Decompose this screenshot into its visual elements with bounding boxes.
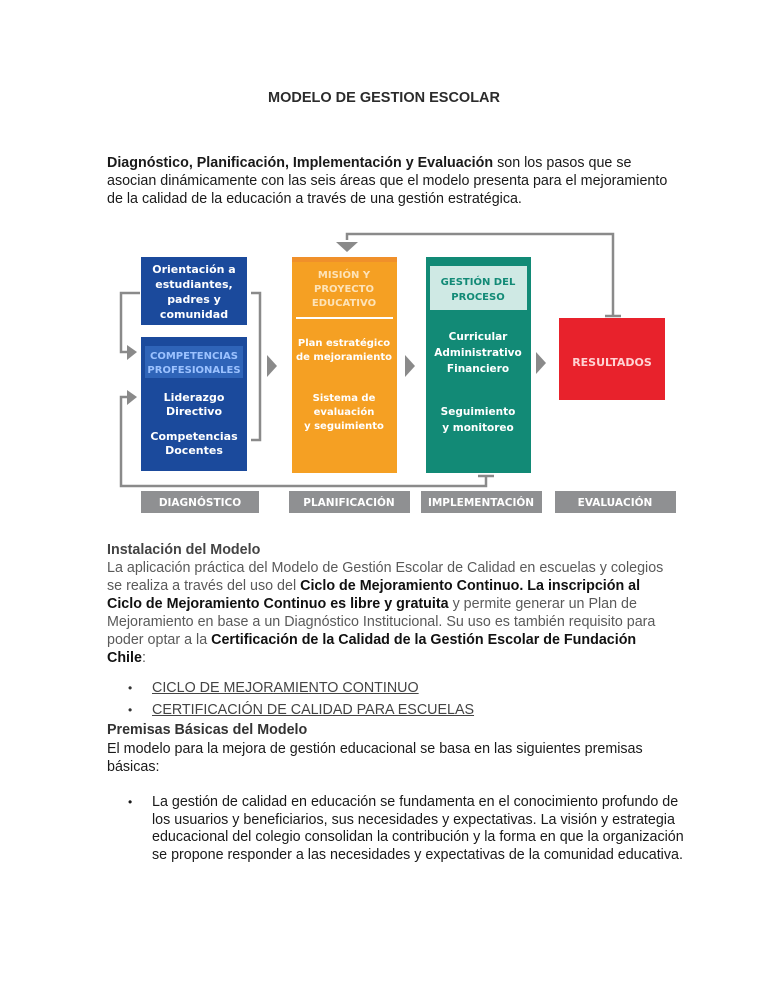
instalacion-section [107, 541, 677, 667]
mision-header: MISIÓN Y [317, 270, 371, 281]
arrow-right-icon [405, 355, 415, 377]
premisas-heading: Premisas Básicas del Modelo [107, 722, 308, 738]
instalacion-text: y permite generar un Plan de Mejoramiento en base a un Diagnóstico Institucional. Su uso es también requisito para poder optar a la [107, 596, 656, 648]
premisas-intro: El modelo para la mejora de gestión educacional se basa en las siguientes premisas básicas: [107, 741, 643, 775]
instalacion-bold: Certificación de la Calidad de la Gestión Escolar de Fundación Chile [107, 632, 637, 666]
sistema-line: evaluación [313, 407, 375, 418]
page-title: MODELO DE GESTION ESCOLAR [267, 90, 500, 106]
gestion-header: GESTIÓN DEL [440, 277, 516, 288]
bracket-right [251, 293, 260, 440]
orientacion-line: Orientación a [152, 263, 236, 276]
liderazgo-line: Liderazgo [163, 391, 225, 404]
competencias-header: PROFESIONALES [147, 365, 241, 376]
mision-header: PROYECTO [314, 284, 374, 295]
competencias-header: COMPETENCIAS [150, 351, 238, 362]
link-certificacion[interactable]: CERTIFICACIÓN DE CALIDAD PARA ESCUELAS [152, 702, 475, 718]
liderazgo-line: Directivo [165, 405, 223, 418]
link-ciclo-mejoramiento[interactable]: CICLO DE MEJORAMIENTO CONTINUO [152, 680, 419, 696]
instalacion-heading: Instalación del Modelo [107, 542, 261, 558]
plan-line: Plan estratégico [297, 338, 391, 349]
phase-label: EVALUACIÓN [577, 497, 653, 509]
phase-label: DIAGNÓSTICO [158, 497, 242, 509]
mision-header: EDUCATIVO [311, 298, 377, 309]
plan-line: de mejoramiento [295, 352, 393, 363]
resultados-label: RESULTADOS [572, 356, 652, 369]
gestion-header: PROCESO [451, 292, 505, 303]
links-list [128, 678, 474, 722]
intro-rest: son los pasos que se asocian dinámicamente con las seis áreas que el modelo presenta para el mejoramiento de la calidad de la educación a través de una gestión estratégica. [107, 155, 668, 207]
orientacion-line: padres y [167, 293, 221, 306]
premisas-bullet: • La gestión de calidad en educación se fundamenta en el conocimiento profundo de los usuarios y beneficiarios, sus necesidades y expectativas. La visión y estrategia educacional del colegio consolidan la contribución y la forma en que la organización se propone responder a las necesidades y expectativas de la comunidad educativa. [128, 794, 692, 864]
intro-bold: Diagnóstico, Planificación, Implementación y Evaluación [107, 155, 494, 171]
sistema-line: y seguimiento [304, 421, 384, 432]
curricular-line: Financiero [446, 363, 510, 375]
instalacion-bold: Ciclo de Mejoramiento Continuo. La inscripción al Ciclo de Mejoramiento Continuo es libre y gratuita [107, 578, 641, 612]
phase-label: PLANIFICACIÓN [303, 497, 395, 509]
docentes-line: Competencias [150, 430, 238, 443]
list-item [128, 700, 474, 722]
arrow-right-icon [536, 352, 546, 374]
phase-label: IMPLEMENTACIÓN [427, 497, 535, 509]
seguimiento-line: y monitoreo [442, 422, 514, 434]
bracket-left [121, 293, 140, 352]
curricular-line: Curricular [448, 331, 508, 343]
sistema-line: Sistema de [312, 393, 376, 404]
instalacion-text: La aplicación práctica del Modelo de Gestión Escolar de Calidad en escuelas y colegios se realiza a través del uso del [107, 560, 664, 594]
orientacion-line: estudiantes, [155, 278, 233, 291]
list-item [128, 678, 474, 700]
arrow-right-icon [267, 355, 277, 377]
seguimiento-line: Seguimiento [440, 406, 516, 418]
instalacion-text: : [141, 650, 146, 666]
curricular-line: Administrativo [434, 347, 522, 359]
docentes-line: Docentes [165, 444, 223, 457]
arrow-right-icon [127, 345, 137, 360]
arrow-right-icon [127, 390, 137, 405]
orientacion-line: comunidad [159, 308, 229, 321]
arrow-down-icon [336, 242, 358, 252]
